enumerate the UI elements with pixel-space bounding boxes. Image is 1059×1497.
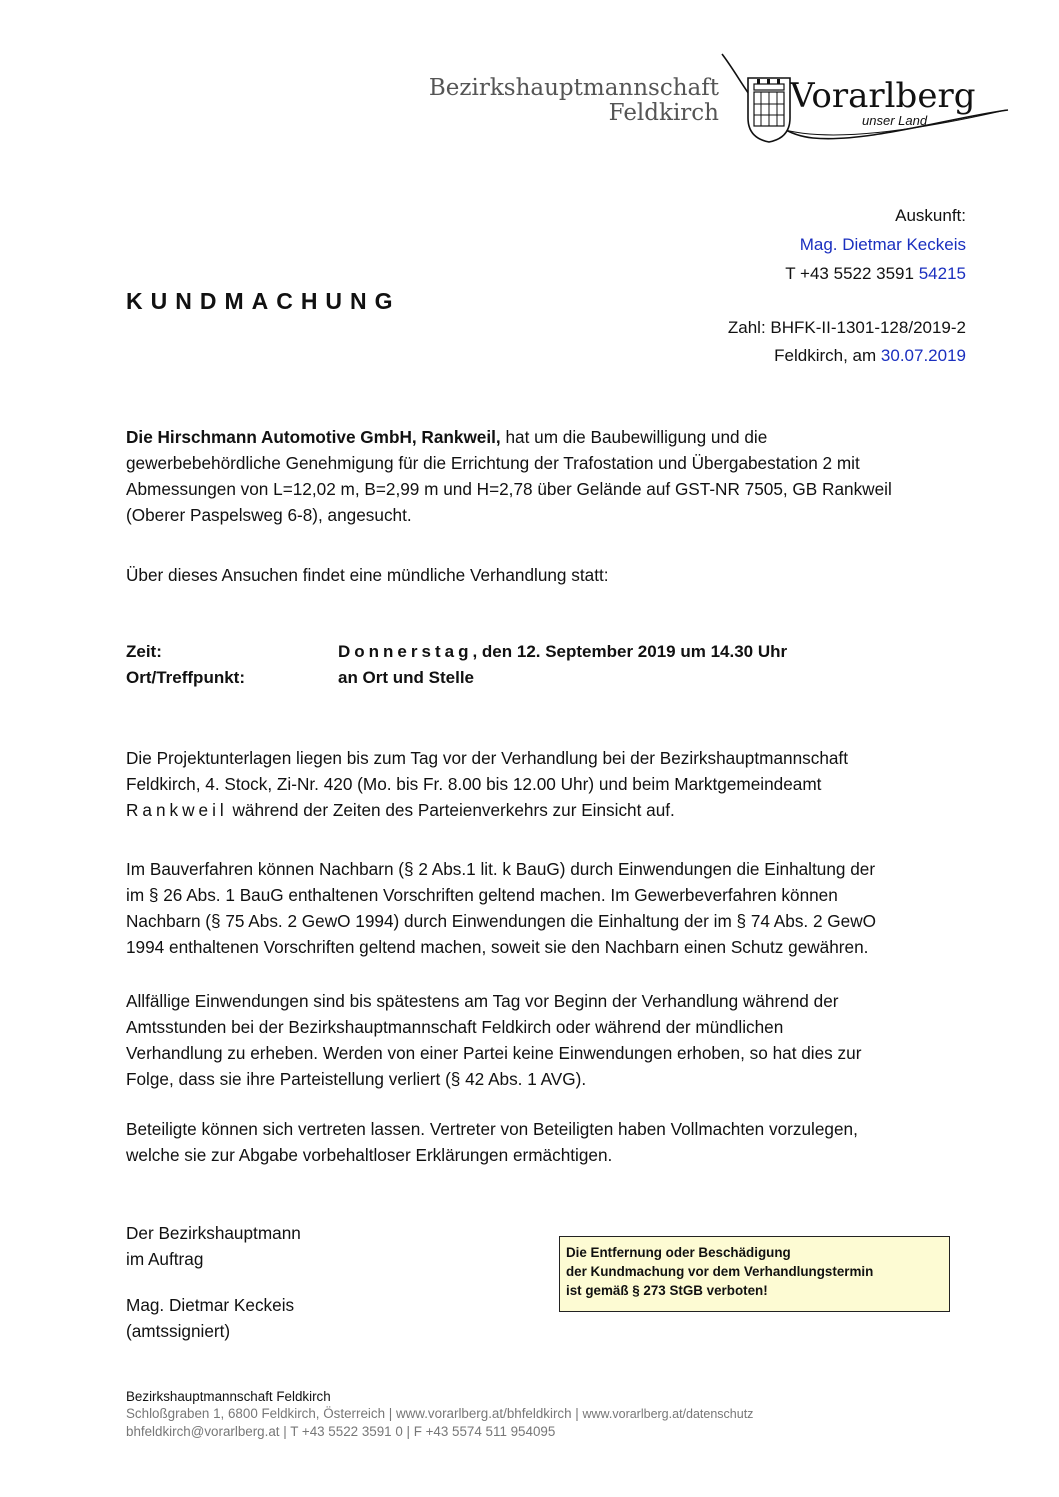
place-label: Ort/Treffpunkt: <box>126 668 245 687</box>
signature-name: Mag. Dietmar Keckeis <box>126 1295 295 1315</box>
neighbors-line2: im § 26 Abs. 1 BauG enthaltenen Vorschriften geltend machen. Im Gewerbeverfahren können <box>126 885 838 905</box>
authority-line2: Feldkirch <box>608 100 719 126</box>
state-logo-word: Vorarlberg <box>790 76 976 116</box>
neighbors-line3: Nachbarn (§ 75 Abs. 2 GewO 1994) durch Einwendungen die Einhaltung der im § 74 Abs. 2 GewO <box>126 911 877 931</box>
notice-line2: der Kundmachung vor dem Verhandlungstermin <box>566 1264 874 1279</box>
footer <box>126 1388 753 1440</box>
signature-line1: Der Bezirkshauptmann <box>126 1223 301 1243</box>
notice-line3: ist gemäß § 273 StGB verboten! <box>566 1283 768 1298</box>
contact-block <box>785 201 966 288</box>
state-tagline: unser Land <box>862 113 928 128</box>
docs-town: Rankweil <box>126 800 228 820</box>
footer-website-link[interactable]: www.vorarlberg.at/bhfeldkirch <box>395 1406 572 1421</box>
contact-phone <box>785 259 966 288</box>
objections-paragraph <box>126 988 986 1092</box>
objections-line3: Verhandlung zu erheben. Werden von einer Partei keine Einwendungen erhoben, so hat dies zur <box>126 1043 862 1063</box>
contact-phone-ext: 54215 <box>918 264 966 283</box>
representation-line1: Beteiligte können sich vertreten lassen. Vertreter von Beteiligten haben Vollmachten vorzulegen, <box>126 1119 858 1139</box>
intro-line4: (Oberer Paspelsweg 6-8), angesucht. <box>126 505 412 525</box>
time-details: , den 12. September 2019 um 14.30 Uhr <box>472 642 788 661</box>
intro-line3: Abmessungen von L=12,02 m, B=2,99 m und H=2,78 über Gelände auf GST-NR 7505, GB Rankweil <box>126 479 892 499</box>
docs-line1: Die Projektunterlagen liegen bis zum Tag vor der Verhandlung bei der Bezirkshauptmannschaft <box>126 748 848 768</box>
footer-phone: T +43 5522 3591 0 <box>290 1424 403 1439</box>
place-date <box>728 342 966 370</box>
document-date: 30.07.2019 <box>880 346 966 365</box>
footer-address: Schloßgraben 1, 6800 Feldkirch, Österreich <box>126 1406 386 1421</box>
neighbors-line1: Im Bauverfahren können Nachbarn (§ 2 Abs.1 lit. k BauG) durch Einwendungen die Einhaltung der <box>126 859 876 879</box>
document-title: KUNDMACHUNG <box>126 288 401 314</box>
contact-name: Mag. Dietmar Keckeis <box>799 235 966 254</box>
representation-paragraph <box>126 1116 986 1168</box>
docs-line3: während der Zeiten des Parteienverkehrs zur Einsicht auf. <box>227 800 675 820</box>
hearing-place-row <box>126 665 474 691</box>
time-day: Donnerstag <box>338 642 473 661</box>
intro-line2: gewerbebehördliche Genehmigung für die Errichtung der Trafostation und Übergabestation 2 mit <box>126 453 860 473</box>
objections-line4: Folge, dass sie ihre Parteistellung verliert (§ 42 Abs. 1 AVG). <box>126 1069 587 1089</box>
notice-line1: Die Entfernung oder Beschädigung <box>566 1245 791 1260</box>
contact-phone-prefix: T +43 5522 3591 <box>785 264 914 283</box>
reference-number: Zahl: BHFK-II-1301-128/2019-2 <box>727 318 966 337</box>
neighbors-paragraph <box>126 856 986 960</box>
contact-label: Auskunft: <box>895 206 966 225</box>
footer-email-link[interactable]: bhfeldkirch@vorarlberg.at <box>126 1424 280 1439</box>
reference-block <box>728 314 966 370</box>
hearing-intro: Über dieses Ansuchen findet eine mündliche Verhandlung statt: <box>126 565 609 585</box>
representation-line2: welche sie zur Abgabe vorbehaltloser Erklärungen ermächtigen. <box>126 1145 613 1165</box>
footer-org: Bezirkshauptmannschaft Feldkirch <box>126 1389 331 1404</box>
objections-line2: Amtsstunden bei der Bezirkshauptmannschaft Feldkirch oder während der mündlichen <box>126 1017 784 1037</box>
docs-line2: Feldkirch, 4. Stock, Zi-Nr. 420 (Mo. bis Fr. 8.00 bis 12.00 Uhr) und beim Marktgemeindeamt <box>126 774 822 794</box>
time-label: Zeit: <box>126 642 162 661</box>
intro-paragraph <box>126 424 986 528</box>
authority-line1: Bezirkshauptmannschaft <box>428 75 719 101</box>
signature-block <box>126 1220 301 1344</box>
hearing-time-row <box>126 639 787 665</box>
authority-name <box>429 76 719 126</box>
intro-line1: hat um die Baubewilligung und die <box>500 427 768 447</box>
signature-line2: im Auftrag <box>126 1249 204 1269</box>
place-value: an Ort und Stelle <box>338 668 475 687</box>
legal-notice-box <box>559 1236 950 1312</box>
place-prefix: Feldkirch, am <box>774 346 877 365</box>
neighbors-line4: 1994 enthaltenen Vorschriften geltend machen, soweit sie den Nachbarn einen Schutz gewähren. <box>126 937 869 957</box>
footer-line1: Schloßgraben 1, 6800 Feldkirch, Österreich | www.vorarlberg.at/bhfeldkirch | www.vorarlberg.at/datenschutz <box>126 1406 754 1421</box>
footer-line2: bhfeldkirch@vorarlberg.at | T +43 5522 3591 0 | F +43 5574 511 954095 <box>126 1424 556 1439</box>
documents-paragraph <box>126 745 986 823</box>
footer-privacy-link[interactable]: www.vorarlberg.at/datenschutz <box>582 1407 754 1421</box>
signature-note: (amtssigniert) <box>126 1321 231 1341</box>
applicant-name: Die Hirschmann Automotive GmbH, Rankweil, <box>126 427 501 447</box>
objections-line1: Allfällige Einwendungen sind bis spätestens am Tag vor Beginn der Verhandlung während der <box>126 991 839 1011</box>
footer-fax: F +43 5574 511 954095 <box>413 1424 556 1439</box>
